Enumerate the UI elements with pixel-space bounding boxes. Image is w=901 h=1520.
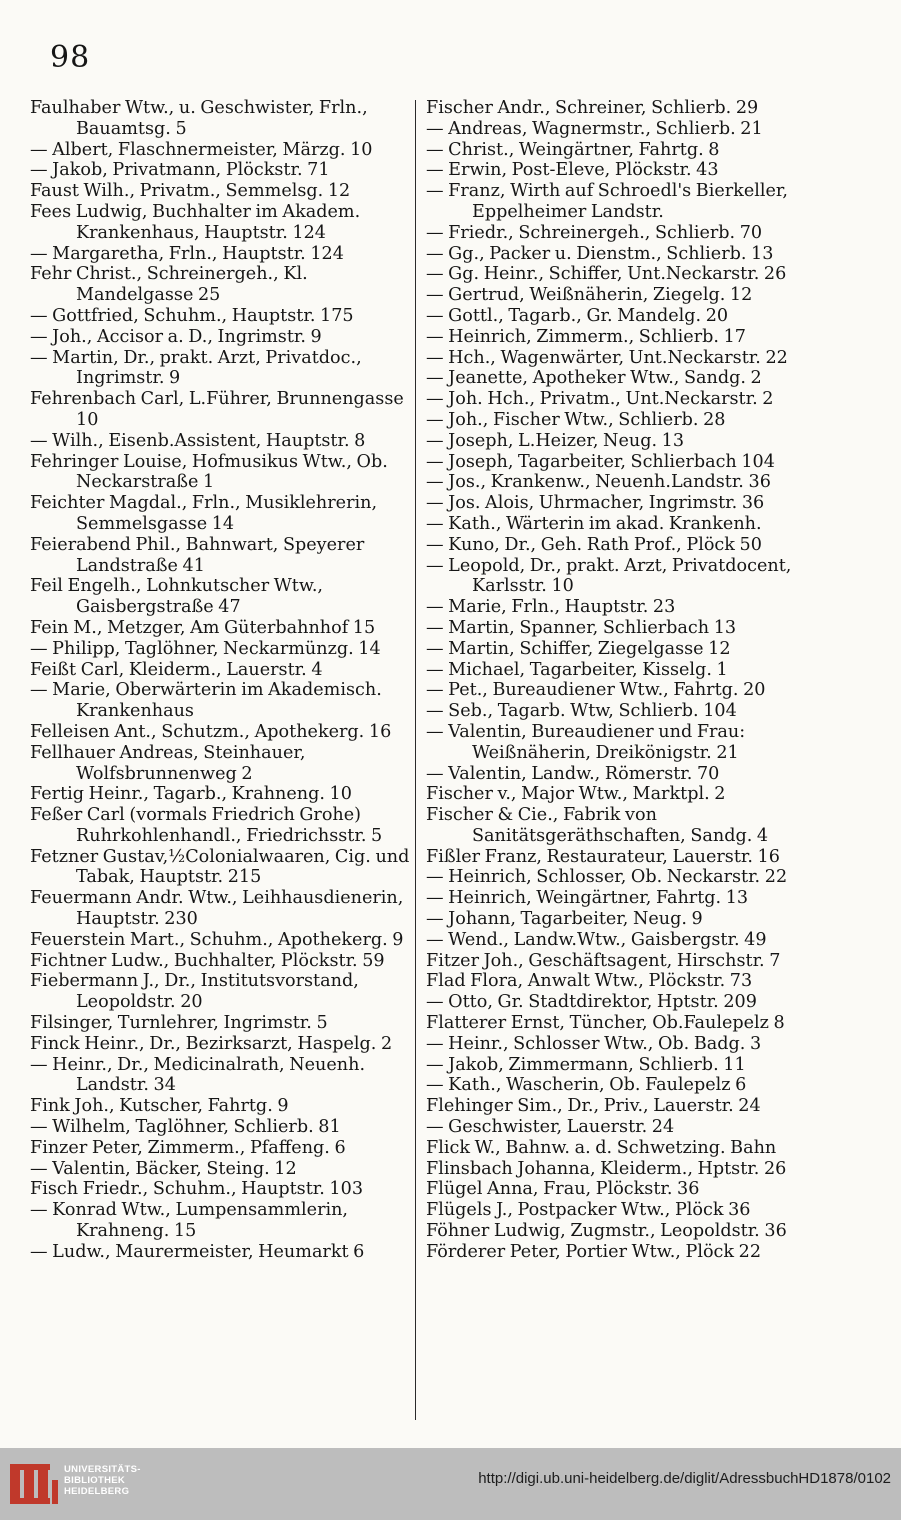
directory-entry: — Kath., Wärterin im akad. Krankenh. <box>426 513 762 534</box>
source-url[interactable]: http://digi.ub.uni-heidelberg.de/diglit/AdressbuchHD1878/0102 <box>478 1470 891 1487</box>
directory-entry: Förderer Peter, Portier Wtw., Plöck 22 <box>426 1241 762 1262</box>
directory-entry: — Heinrich, Weingärtner, Fahrtg. 13 <box>426 888 749 909</box>
directory-entry: — Jos., Krankenw., Neuenh.Landstr. 36 <box>426 472 771 493</box>
directory-entry: — Gottl., Tagarb., Gr. Mandelg. 20 <box>426 305 729 326</box>
directory-entry: — Gg., Packer u. Dienstm., Schlierb. 13 <box>426 243 774 264</box>
library-logo-icon <box>8 1460 60 1508</box>
directory-entry: Fetzner Gustav,½Colonialwaaren, Cig. und Tabak, Hauptstr. 215 <box>30 846 410 888</box>
directory-entry: Fiebermann J., Dr., Institutsvorstand, Leopoldstr. 20 <box>30 971 359 1013</box>
directory-entry: — Pet., Bureaudiener Wtw., Fahrtg. 20 <box>426 680 766 701</box>
directory-entry: — Martin, Schiffer, Ziegelgasse 12 <box>426 638 731 659</box>
directory-entry: Fischer & Cie., Fabrik von Sanitätsgeräthschaften, Sandg. 4 <box>426 805 769 846</box>
directory-entry: Faust Wilh., Privatm., Semmelsg. 12 <box>30 181 351 202</box>
directory-entry: Flatterer Ernst, Tüncher, Ob.Faulepelz 8 <box>426 1013 785 1034</box>
directory-entry: — Christ., Weingärtner, Fahrtg. 8 <box>426 139 720 160</box>
directory-entry: — Joseph, L.Heizer, Neug. 13 <box>426 430 685 451</box>
directory-entry: Filsinger, Turnlehrer, Ingrimstr. 5 <box>30 1013 328 1034</box>
directory-entry: — Marie, Oberwärterin im Akademisch. Krankenhaus <box>30 680 382 722</box>
directory-entry: — Wilhelm, Taglöhner, Schlierb. 81 <box>30 1117 341 1138</box>
directory-entry: — Heinrich, Zimmerm., Schlierb. 17 <box>426 326 746 347</box>
directory-entry: — Geschwister, Lauerstr. 24 <box>426 1117 675 1138</box>
directory-entry: Feierabend Phil., Bahnwart, Speyerer Landstraße 41 <box>30 534 365 576</box>
directory-entry: Föhner Ludwig, Zugmstr., Leopoldstr. 36 <box>426 1221 787 1242</box>
directory-entry: — Jos. Alois, Uhrmacher, Ingrimstr. 36 <box>426 493 765 514</box>
footer-bar <box>0 1448 901 1520</box>
directory-entry: Feuermann Andr. Wtw., Leihhausdienerin, Hauptstr. 230 <box>30 888 404 930</box>
left-column <box>30 98 418 1263</box>
directory-entry: Fißler Franz, Restaurateur, Lauerstr. 16 <box>426 846 780 867</box>
directory-entry: Flad Flora, Anwalt Wtw., Plöckstr. 73 <box>426 971 753 992</box>
directory-entry: — Otto, Gr. Stadtdirektor, Hptstr. 209 <box>426 992 757 1013</box>
directory-entry: — Jakob, Privatmann, Plöckstr. 71 <box>30 160 330 181</box>
directory-entry: Fischer v., Major Wtw., Marktpl. 2 <box>426 784 726 805</box>
directory-entry: — Joh., Fischer Wtw., Schlierb. 28 <box>426 409 726 430</box>
directory-entry: — Jeanette, Apotheker Wtw., Sandg. 2 <box>426 368 762 389</box>
directory-entry: Finck Heinr., Dr., Bezirksarzt, Haspelg. 2 <box>30 1033 393 1054</box>
directory-entry: — Heinr., Dr., Medicinalrath, Neuenh. Landstr. 34 <box>30 1054 366 1096</box>
directory-entry: — Joseph, Tagarbeiter, Schlierbach 104 <box>426 451 775 472</box>
right-column <box>426 98 814 1263</box>
directory-entry: — Michael, Tagarbeiter, Kisselg. 1 <box>426 659 728 680</box>
directory-entry: — Albert, Flaschnermeister, Märzg. 10 <box>30 139 373 160</box>
directory-entry: — Valentin, Bureaudiener und Frau: Weißnäherin, Dreikönigstr. 21 <box>426 721 746 763</box>
directory-entry: Feuerstein Mart., Schuhm., Apothekerg. 9 <box>30 929 404 950</box>
directory-entry: Fitzer Joh., Geschäftsagent, Hirschstr. 7 <box>426 950 781 971</box>
directory-entry: Flügel Anna, Frau, Plöckstr. 36 <box>426 1179 700 1200</box>
directory-entry: — Martin, Dr., prakt. Arzt, Privatdoc., Ingrimstr. 9 <box>30 347 362 389</box>
library-name-line2: BIBLIOTHEK <box>64 1475 126 1486</box>
library-name-line1: UNIVERSITÄTS- <box>64 1464 141 1475</box>
library-name <box>64 1464 141 1497</box>
directory-entry: Fein M., Metzger, Am Güterbahnhof 15 <box>30 617 376 638</box>
directory-entry: Fehringer Louise, Hofmusikus Wtw., Ob. Neckarstraße 1 <box>30 451 388 493</box>
library-name-line3: HEIDELBERG <box>64 1486 130 1497</box>
directory-entry: — Marie, Frln., Hauptstr. 23 <box>426 597 676 618</box>
directory-entry: Flügels J., Postpacker Wtw., Plöck 36 <box>426 1200 751 1221</box>
directory-entry: — Joh. Hch., Privatm., Unt.Neckarstr. 2 <box>426 389 774 410</box>
directory-entry: Feißt Carl, Kleiderm., Lauerstr. 4 <box>30 659 323 680</box>
directory-entry: Finzer Peter, Zimmerm., Pfaffeng. 6 <box>30 1137 346 1158</box>
directory-entry: — Gg. Heinr., Schiffer, Unt.Neckarstr. 26 <box>426 264 787 285</box>
directory-entry: Fink Joh., Kutscher, Fahrtg. 9 <box>30 1096 289 1117</box>
directory-entry: Felleisen Ant., Schutzm., Apothekerg. 16 <box>30 721 392 742</box>
directory-entry: Feichter Magdal., Frln., Musiklehrerin, Semmelsgasse 14 <box>30 493 378 534</box>
directory-entry: — Joh., Accisor a. D., Ingrimstr. 9 <box>30 326 322 347</box>
directory-entry: Feßer Carl (vormals Friedrich Grohe) Ruhrkohlenhandl., Friedrichsstr. 5 <box>30 805 383 846</box>
directory-entry: Fellhauer Andreas, Steinhauer, Wolfsbrunnenweg 2 <box>30 742 306 784</box>
directory-entry: — Kuno, Dr., Geh. Rath Prof., Plöck 50 <box>426 534 762 555</box>
directory-entry: Faulhaber Wtw., u. Geschwister, Frln., Bauamtsg. 5 <box>30 98 368 139</box>
directory-entry: Fisch Friedr., Schuhm., Hauptstr. 103 <box>30 1179 364 1200</box>
directory-entry: Flehinger Sim., Dr., Priv., Lauerstr. 24 <box>426 1096 761 1117</box>
directory-entry: — Valentin, Landw., Römerstr. 70 <box>426 763 720 784</box>
directory-entry: Fehr Christ., Schreinergeh., Kl. Mandelgasse 25 <box>30 264 308 306</box>
directory-entry: Feil Engelh., Lohnkutscher Wtw., Gaisbergstraße 47 <box>30 576 324 618</box>
directory-entry: Flick W., Bahnw. a. d. Schwetzing. Bahn <box>426 1137 777 1158</box>
directory-entry: — Gertrud, Weißnäherin, Ziegelg. 12 <box>426 285 753 306</box>
directory-entry: — Seb., Tagarb. Wtw, Schlierb. 104 <box>426 701 737 722</box>
directory-entry: — Franz, Wirth auf Schroedl's Bierkeller, Eppelheimer Landstr. <box>426 181 788 222</box>
directory-entry: Fehrenbach Carl, L.Führer, Brunnengasse 10 <box>30 389 404 430</box>
page-number: 98 <box>50 40 91 75</box>
directory-entry: — Friedr., Schreinergeh., Schlierb. 70 <box>426 222 763 243</box>
directory-entry: — Wend., Landw.Wtw., Gaisbergstr. 49 <box>426 929 767 950</box>
directory-entry: Fischer Andr., Schreiner, Schlierb. 29 <box>426 98 759 118</box>
directory-entry: — Heinrich, Schlosser, Ob. Neckarstr. 22 <box>426 867 788 888</box>
directory-entry: — Margaretha, Frln., Hauptstr. 124 <box>30 243 344 264</box>
directory-entry: — Leopold, Dr., prakt. Arzt, Privatdocent, Karlsstr. 10 <box>426 555 792 597</box>
directory-entry: — Gottfried, Schuhm., Hauptstr. 175 <box>30 305 354 326</box>
directory-entry: Fichtner Ludw., Buchhalter, Plöckstr. 59 <box>30 950 385 971</box>
directory-entry: — Philipp, Taglöhner, Neckarmünzg. 14 <box>30 638 381 659</box>
directory-entry: — Valentin, Bäcker, Steing. 12 <box>30 1158 297 1179</box>
directory-entry: — Heinr., Schlosser Wtw., Ob. Badg. 3 <box>426 1033 762 1054</box>
directory-entry: Fertig Heinr., Tagarb., Krahneng. 10 <box>30 784 352 805</box>
directory-entry: — Andreas, Wagnermstr., Schlierb. 21 <box>426 118 763 139</box>
directory-entry: — Wilh., Eisenb.Assistent, Hauptstr. 8 <box>30 430 366 451</box>
directory-entry: — Jakob, Zimmermann, Schlierb. 11 <box>426 1054 746 1075</box>
directory-entry: — Ludw., Maurermeister, Heumarkt 6 <box>30 1241 365 1262</box>
directory-entry: — Martin, Spanner, Schlierbach 13 <box>426 617 737 638</box>
directory-entry: — Kath., Wascherin, Ob. Faulepelz 6 <box>426 1075 747 1096</box>
directory-entry: — Konrad Wtw., Lumpensammlerin, Krahneng. 15 <box>30 1200 349 1242</box>
directory-entry: Flinsbach Johanna, Kleiderm., Hptstr. 26 <box>426 1158 787 1179</box>
directory-entry: — Johann, Tagarbeiter, Neug. 9 <box>426 909 703 930</box>
column-divider <box>415 100 416 1420</box>
directory-entry: — Hch., Wagenwärter, Unt.Neckarstr. 22 <box>426 347 788 368</box>
directory-entry: Fees Ludwig, Buchhalter im Akadem. Krankenhaus, Hauptstr. 124 <box>30 201 361 243</box>
directory-entry: — Erwin, Post-Eleve, Plöckstr. 43 <box>426 160 719 181</box>
